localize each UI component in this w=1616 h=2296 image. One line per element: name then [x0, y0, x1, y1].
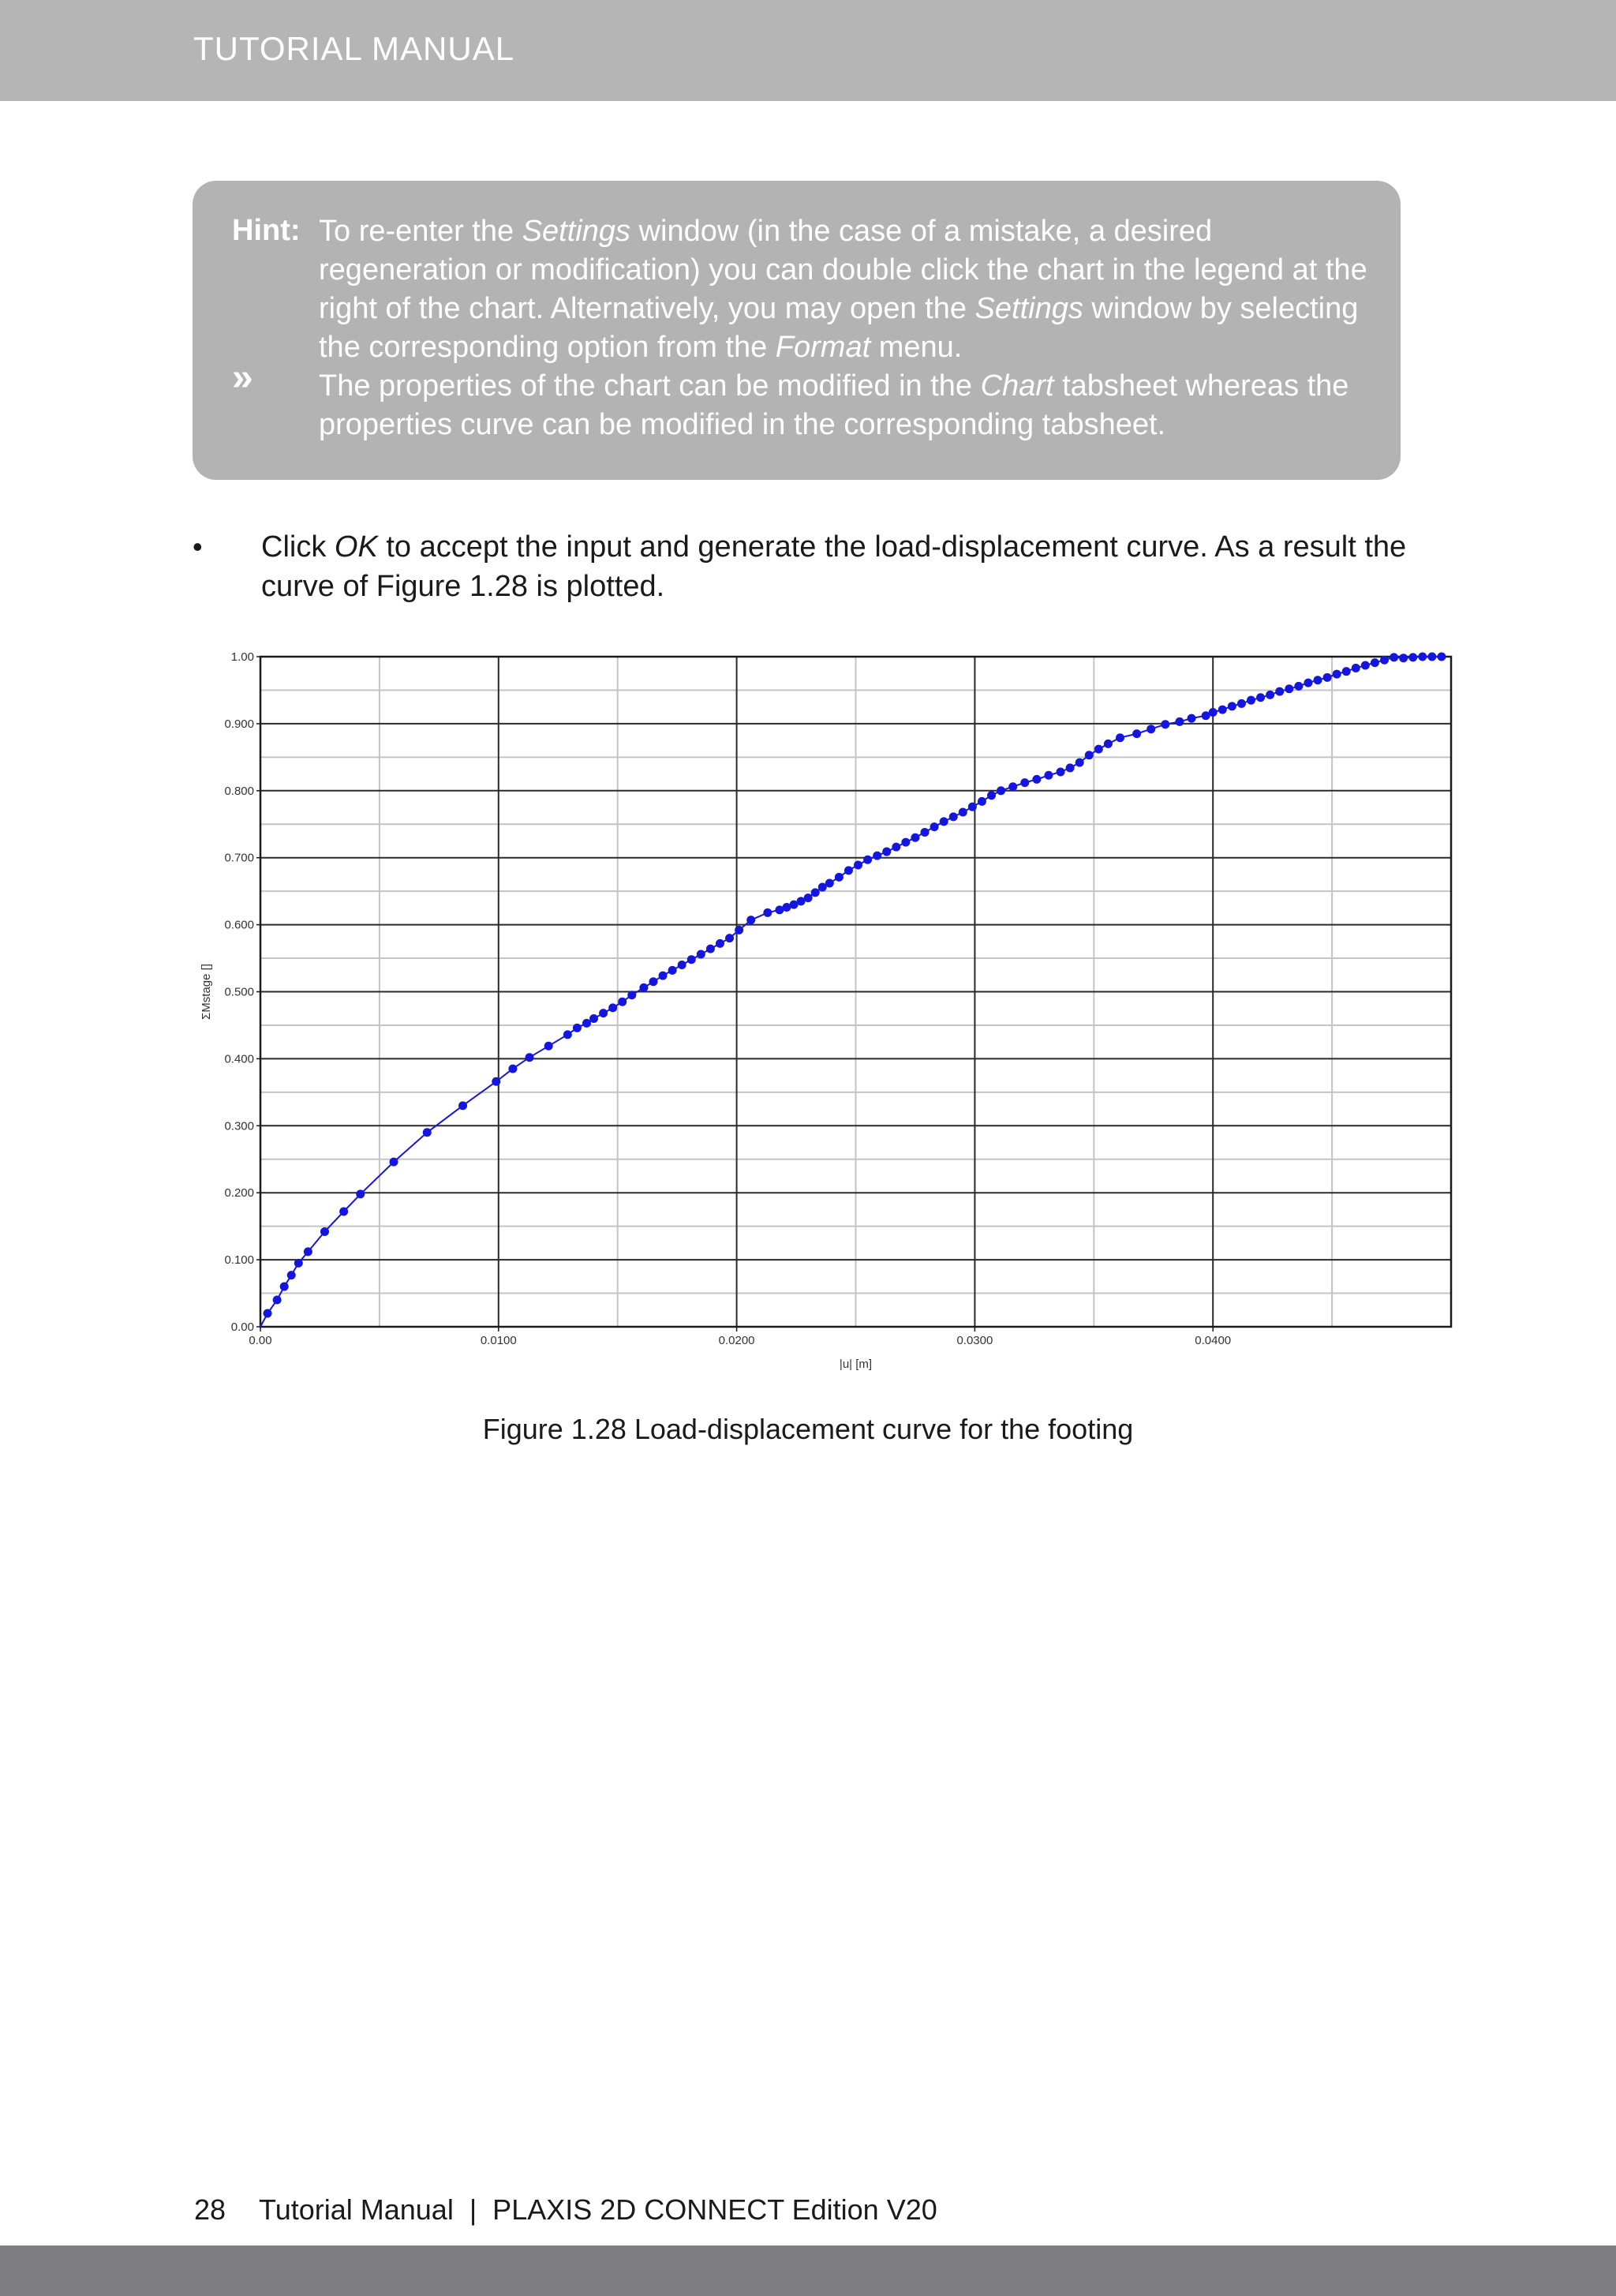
data-point: [706, 945, 715, 953]
data-point: [1323, 673, 1332, 682]
data-point: [1361, 661, 1370, 670]
hint-text: [319, 212, 1376, 444]
y-axis-label: ΣMstage []: [200, 964, 213, 1020]
y-tick-label: 0.800: [224, 784, 254, 798]
load-displacement-chart: [197, 643, 1460, 1381]
hint-text-run: window by selecting the corresponding option from the: [319, 292, 1359, 364]
y-tick-label: 0.700: [224, 851, 254, 865]
hint-settings-term: Settings: [522, 215, 630, 248]
data-point: [978, 797, 986, 806]
data-point: [1228, 702, 1236, 710]
data-point: [627, 991, 636, 999]
data-point: [697, 949, 705, 958]
data-point: [825, 878, 834, 887]
hint-settings-term: Settings: [974, 292, 1083, 325]
data-point: [987, 791, 996, 800]
data-point: [949, 812, 958, 821]
data-point: [599, 1009, 608, 1017]
header-title: TUTORIAL MANUAL: [193, 30, 515, 67]
data-point: [573, 1024, 582, 1032]
y-tick-label: 0.400: [224, 1052, 254, 1066]
page-number: 28: [194, 2193, 226, 2226]
data-point: [873, 852, 881, 860]
data-point: [1116, 733, 1124, 742]
data-point: [1218, 706, 1227, 714]
data-point: [1333, 670, 1341, 679]
figure-caption: Figure 1.28 Load-displacement curve for the footing: [482, 1413, 1134, 1445]
data-point: [563, 1030, 572, 1039]
data-point: [1175, 717, 1184, 726]
data-point: [1275, 687, 1284, 696]
footer-title: Tutorial Manual | PLAXIS 2D CONNECT Edition V20: [259, 2193, 937, 2226]
data-point: [1085, 751, 1094, 759]
data-point: [901, 838, 910, 847]
data-point: [649, 977, 657, 986]
hint-label: Hint:: [232, 214, 301, 247]
data-point: [1057, 768, 1065, 777]
data-point: [1294, 682, 1303, 691]
data-point: [304, 1247, 312, 1256]
data-point: [1427, 653, 1436, 661]
data-point: [997, 786, 1005, 795]
data-point: [1304, 679, 1312, 687]
data-point: [1313, 676, 1322, 684]
data-point: [1104, 740, 1113, 748]
hint-text-run: tabsheet whereas the properties curve can be modified in the corresponding tabsheet.: [319, 369, 1349, 441]
data-point: [390, 1158, 398, 1167]
data-point: [763, 908, 772, 917]
hint-text-run: window (in the case of a mistake, a desired regeneration or modification) you can double click the chart in the legend at the right of the chart. Alternatively, you may open the: [319, 215, 1367, 325]
y-tick-label: 0.500: [224, 985, 254, 999]
footer-band: [0, 2245, 1616, 2296]
data-point: [1132, 729, 1141, 738]
data-point: [1247, 696, 1255, 705]
data-point: [458, 1101, 467, 1110]
x-axis-label: |u| [m]: [839, 1358, 873, 1371]
data-point: [968, 803, 977, 811]
hint-chevron-icon: »: [232, 357, 253, 399]
data-point: [608, 1003, 617, 1012]
data-point: [1188, 714, 1196, 723]
y-tick-label: 0.200: [224, 1186, 254, 1200]
data-point: [508, 1065, 517, 1073]
data-point: [589, 1014, 598, 1023]
data-point: [526, 1053, 534, 1062]
data-point: [835, 873, 844, 882]
data-point: [811, 888, 820, 897]
data-point: [1437, 653, 1446, 661]
data-point: [1066, 763, 1075, 772]
data-point: [1399, 654, 1408, 662]
data-point: [678, 961, 686, 969]
hint-text-run: The properties of the chart can be modified in the: [319, 369, 981, 403]
x-tick-label: 0.00: [249, 1334, 272, 1347]
data-point: [1161, 720, 1169, 729]
bullet-text-run: Click: [261, 530, 335, 564]
hint-paragraph-2: [319, 367, 1376, 444]
data-point: [659, 972, 668, 980]
data-point: [618, 998, 627, 1006]
footer: [194, 2193, 937, 2227]
data-point: [1020, 778, 1029, 787]
y-tick-label: 0.100: [224, 1253, 254, 1268]
bullet-ok-term: OK: [334, 530, 378, 564]
data-point: [1390, 653, 1398, 661]
data-point: [294, 1259, 303, 1268]
hint-paragraph-1: [319, 212, 1376, 367]
hint-format-term: Format: [775, 331, 871, 364]
data-point: [1342, 667, 1351, 676]
data-point: [582, 1019, 591, 1028]
data-point: [320, 1227, 329, 1236]
data-point: [1352, 664, 1360, 672]
data-point: [639, 983, 648, 992]
data-point: [1209, 708, 1218, 717]
data-point: [716, 939, 724, 948]
data-point: [1380, 656, 1389, 665]
y-tick-label: 0.00: [230, 1320, 254, 1334]
data-point: [1285, 684, 1293, 693]
data-point: [930, 822, 939, 831]
data-point: [1237, 699, 1246, 708]
x-tick-label: 0.0200: [718, 1334, 755, 1347]
data-point: [1044, 771, 1053, 780]
data-point: [1418, 653, 1427, 661]
data-point: [863, 856, 872, 864]
x-tick-label: 0.0100: [480, 1334, 517, 1347]
hint-chart-term: Chart: [980, 369, 1054, 403]
data-point: [844, 866, 853, 875]
data-point: [892, 843, 900, 852]
data-point: [854, 861, 862, 870]
y-tick-label: 0.600: [224, 918, 254, 932]
data-point: [735, 926, 743, 935]
data-point: [273, 1296, 282, 1305]
data-point: [1008, 782, 1017, 791]
bullet-text-run: to accept the input and generate the load-displacement curve. As a result the curve of Figure 1.28 is plotted.: [261, 530, 1407, 603]
hint-box: [193, 181, 1401, 480]
hint-text-run: To re-enter the: [319, 215, 522, 248]
hint-text-run: menu.: [870, 331, 963, 364]
data-point: [1075, 758, 1084, 767]
bullet-marker: •: [193, 530, 203, 563]
data-point: [1408, 653, 1417, 661]
data-point: [882, 848, 891, 856]
data-point: [1094, 745, 1103, 754]
data-point: [1371, 658, 1379, 667]
x-tick-label: 0.0400: [1195, 1334, 1232, 1347]
data-point: [804, 893, 813, 902]
data-point: [339, 1207, 348, 1215]
data-point: [280, 1283, 289, 1291]
bullet-text: [261, 527, 1413, 606]
data-point: [725, 934, 734, 942]
data-point: [668, 966, 677, 975]
header-band: [0, 0, 1616, 101]
data-point: [921, 828, 930, 837]
y-tick-label: 1.00: [230, 650, 254, 664]
x-tick-label: 0.0300: [956, 1334, 993, 1347]
data-point: [1147, 725, 1155, 733]
data-point: [1032, 775, 1041, 784]
data-point: [959, 807, 967, 816]
data-point: [746, 916, 755, 924]
data-point: [423, 1128, 432, 1137]
data-point: [287, 1271, 296, 1279]
data-point: [911, 833, 919, 842]
data-point: [687, 955, 696, 964]
data-point: [492, 1077, 500, 1086]
y-tick-label: 0.900: [224, 717, 254, 731]
y-tick-label: 0.300: [224, 1119, 254, 1133]
data-point: [356, 1189, 365, 1198]
data-point: [1266, 691, 1274, 699]
data-point: [1256, 693, 1265, 702]
data-point: [264, 1309, 272, 1318]
data-point: [940, 817, 948, 826]
data-point: [544, 1042, 553, 1051]
chart-svg: [197, 643, 1460, 1381]
